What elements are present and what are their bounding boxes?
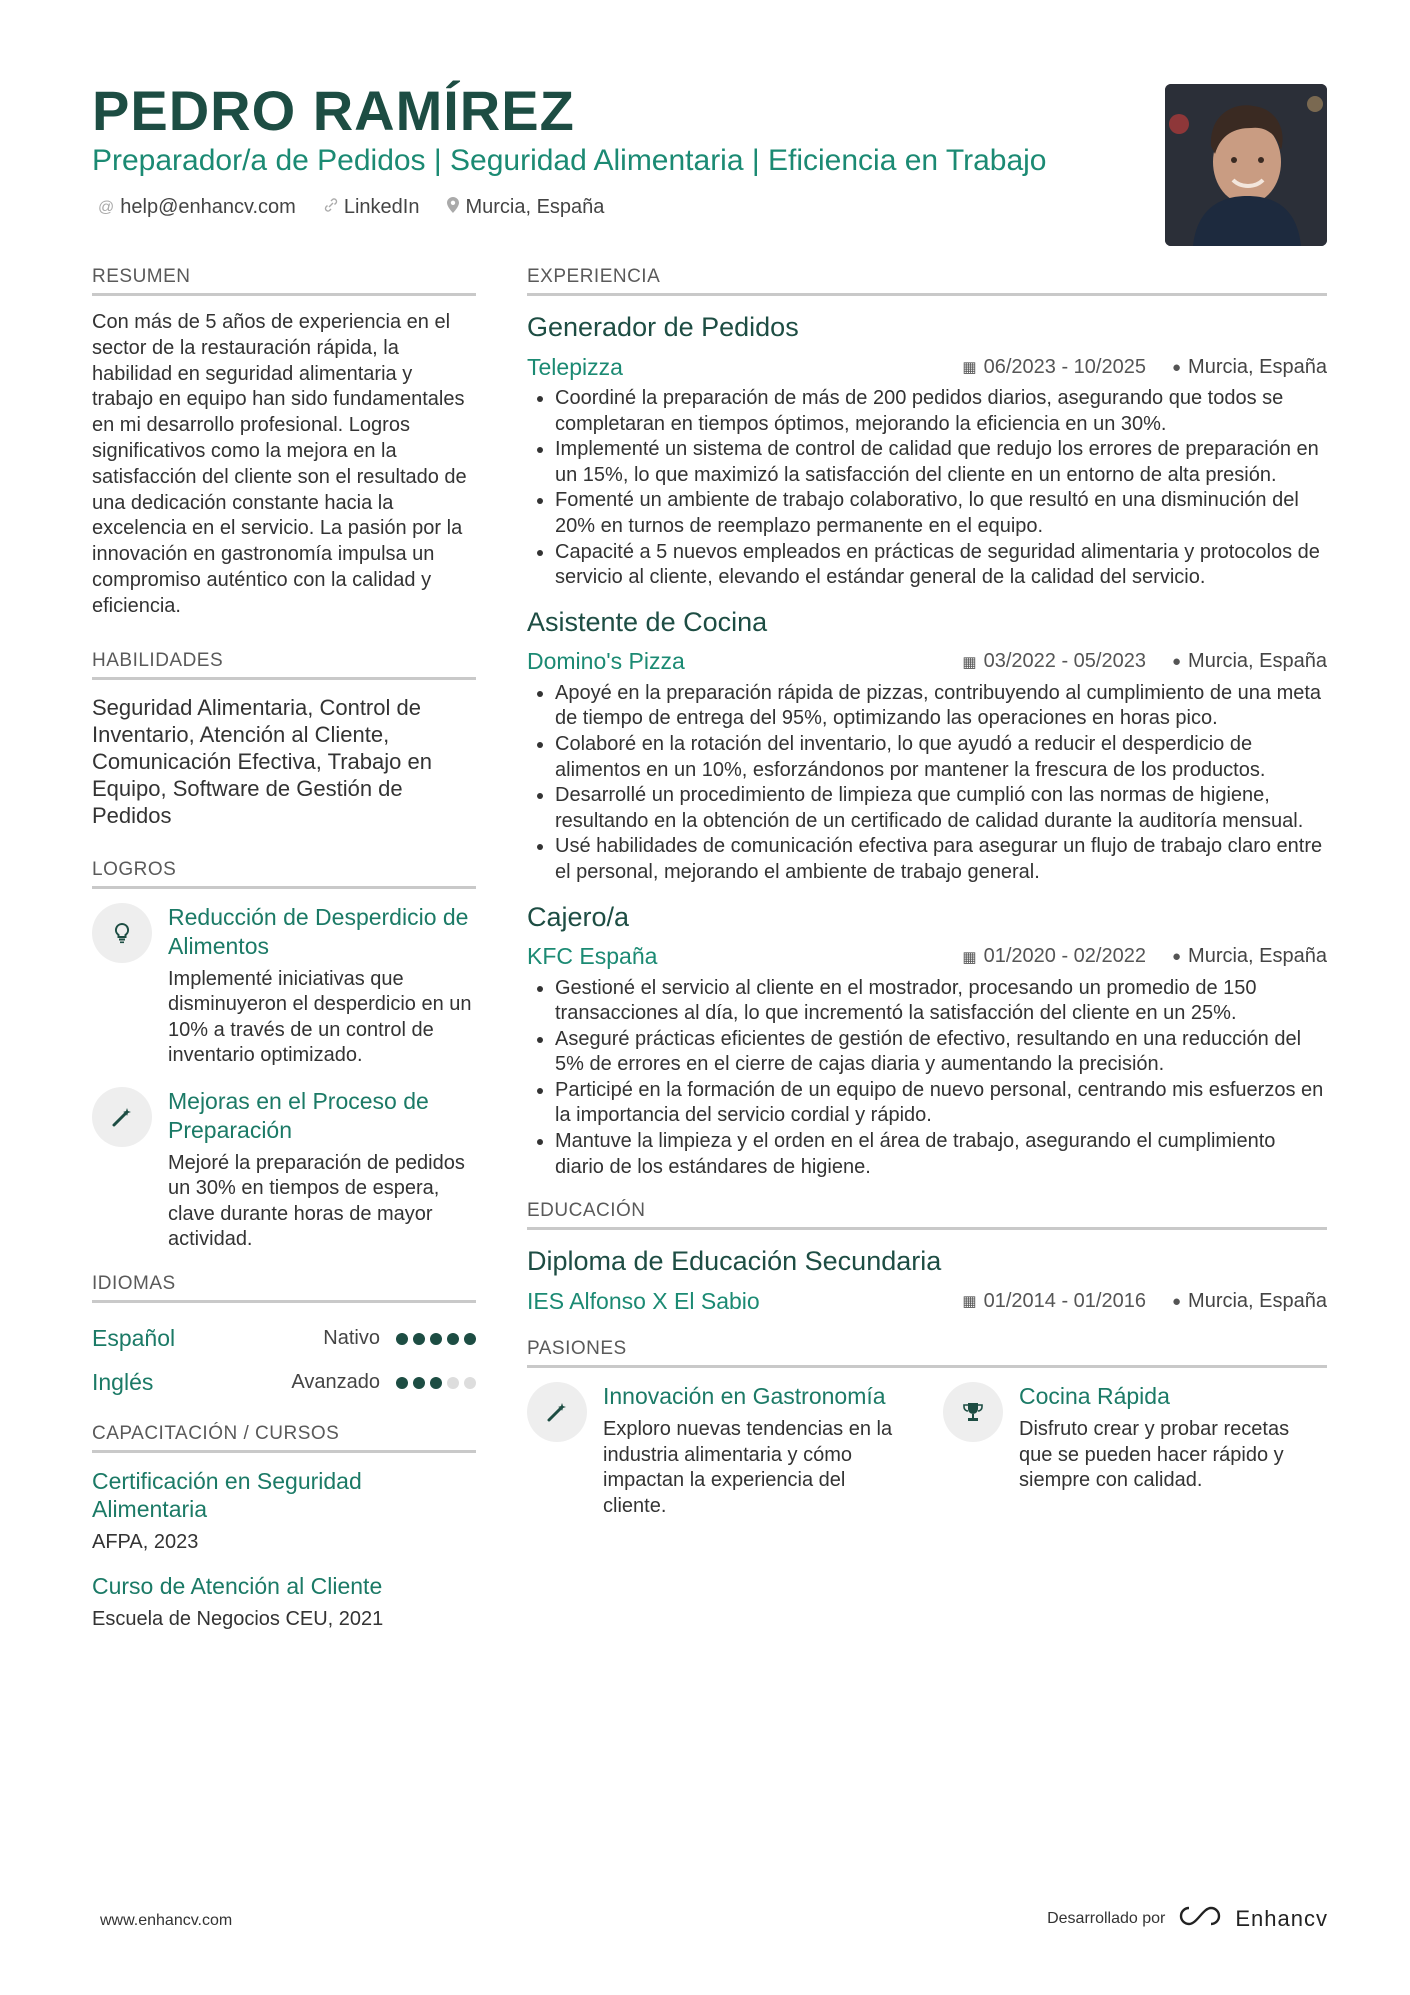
job-dates-text: 03/2022 - 05/2023	[983, 650, 1146, 673]
powered-by-text: Desarrollado por	[1047, 1909, 1166, 1927]
education-dates-text: 01/2014 - 01/2016	[983, 1289, 1146, 1312]
language-level: Nativo	[323, 1327, 380, 1350]
bullet-item: • Desarrollé un procedimiento de limpieza que cumplió con las normas de higiene, resultando en la obtención de un certificado de calidad durante la auditoría mensual.	[555, 783, 1327, 834]
bullet-item: • Aseguré prácticas eficientes de gestión de efectivo, resultando en una reducción del 5% de errores en el cierre de cajas diaria y aumentando la precisión.	[555, 1027, 1327, 1078]
course-title: Curso de Atención al Cliente	[92, 1572, 383, 1599]
bullet-item: • Fomenté un ambiente de trabajo colaborativo, lo que resultó en una disminución del 20% en turnos de reemplazo permanente en el equipo.	[555, 488, 1327, 539]
contact-bar	[98, 196, 604, 219]
email-text: help@enhancv.com	[120, 196, 296, 218]
degree-title: Diploma de Educación Secundaria	[527, 1246, 942, 1277]
bullet-item: • Mantuve la limpieza y el orden en el área de trabajo, asegurando el cumplimiento diario de los estándares de higiene.	[555, 1129, 1327, 1180]
bullet-item: • Colaboré en la rotación del inventario, lo que ayudó a reducir el desperdicio de alimentos en un 10%, esforzándonos por mantener la frescura de los productos.	[555, 732, 1327, 783]
experience-heading: EXPERIENCIA	[527, 266, 1327, 296]
calendar-icon: ▦	[962, 359, 977, 376]
lightbulb-icon	[92, 903, 152, 963]
rating-dot-filled	[396, 1377, 408, 1389]
company-name: Telepizza	[527, 353, 623, 380]
footer-website[interactable]: www.enhancv.com	[100, 1912, 233, 1929]
job-title: Asistente de Cocina	[527, 606, 768, 637]
passion-item	[527, 1382, 907, 1519]
skills-text: Seguridad Alimentaria, Control de Inventario, Atención al Cliente, Comunicación Efectiva, Trabajo en Equipo, Software de Gestión de Pedidos	[92, 694, 432, 828]
achievement-item	[92, 903, 476, 1069]
bullet-item: • Participé en la formación de un equipo de nuevo personal, centrando mis esfuerzos en la importancia del servicio cordial y rápido.	[555, 1078, 1327, 1129]
brand-name: Enhancv	[1235, 1905, 1328, 1931]
achievements-list	[92, 903, 476, 1253]
at-icon: @	[98, 198, 115, 216]
job-location	[1172, 650, 1327, 673]
bullet-item: • Apoyé en la preparación rápida de pizzas, contribuyendo al cumplimiento de una meta de tiempo de entrega del 95%, optimizando las operaciones en horas pico.	[555, 681, 1327, 732]
job-title: Cajero/a	[527, 901, 630, 932]
passion-desc: Exploro nuevas tendencias en la industria alimentaria y cómo impactan la experiencia del cliente.	[603, 1418, 893, 1517]
job-location-text: Murcia, España	[1188, 650, 1327, 673]
location-pin-icon: ●	[1171, 653, 1182, 671]
job-dates	[962, 945, 1146, 968]
bullet-item: • Capacité a 5 nuevos empleados en prácticas de seguridad alimentaria y protocolos de servicio al cliente, elevando el estándar general de la calidad del servicio.	[555, 540, 1327, 591]
job-meta	[527, 352, 1327, 382]
achievements-heading: LOGROS	[92, 859, 476, 889]
job-location	[1172, 945, 1327, 968]
course-title: Certificación en Seguridad Alimentaria	[92, 1467, 362, 1522]
location-text: Murcia, España	[465, 196, 605, 218]
education-location	[1172, 1290, 1327, 1313]
language-item	[92, 1317, 476, 1361]
summary-heading: RESUMEN	[92, 266, 476, 296]
passions-heading: PASIONES	[527, 1338, 1327, 1368]
education-meta	[527, 1286, 1327, 1316]
course-item	[92, 1467, 476, 1554]
job-bullets	[527, 681, 1327, 886]
course-provider: Escuela de Negocios CEU, 2021	[92, 1607, 384, 1630]
summary-text: Con más de 5 años de experiencia en el sector de la restauración rápida, la habilidad en seguridad alimentaria y trabajo en equipo han sido fundamentales en mi desarrollo profesional. Logros significativos como la mejora en la satisfacción del cliente son el resultado de una dedicación constante hacia la excelencia en el servicio. La pasión por la innovación en gastronomía impulsa un compromiso auténtico con la calidad y eficiencia.	[92, 311, 467, 617]
passion-title: Innovación en Gastronomía	[603, 1383, 886, 1410]
rating-dot-filled	[430, 1333, 442, 1345]
email-contact[interactable]	[98, 196, 296, 219]
right-column	[527, 266, 1327, 1519]
passions-list	[527, 1382, 1327, 1519]
skills-heading: HABILIDADES	[92, 650, 476, 680]
bullet-item: • Implementé un sistema de control de calidad que redujo los errores de preparación en un 15%, lo que maximizó la satisfacción del cliente en un entorno de alta presión.	[555, 437, 1327, 488]
trophy-icon	[943, 1382, 1003, 1442]
language-item	[92, 1361, 476, 1405]
education-dates	[962, 1290, 1146, 1313]
rating-dot-filled	[430, 1377, 442, 1389]
bullet-item: • Gestioné el servicio al cliente en el mostrador, procesando un promedio de 150 transacciones al día, lo que incrementó la satisfacción del cliente en un 25%.	[555, 976, 1327, 1027]
job-location	[1172, 356, 1327, 379]
footer-branding	[1047, 1904, 1328, 1933]
passion-desc: Disfruto crear y probar recetas que se pueden hacer rápido y siempre con calidad.	[1019, 1418, 1290, 1492]
calendar-icon: ▦	[962, 653, 977, 671]
job-dates-text: 01/2020 - 02/2022	[983, 945, 1146, 967]
bullet-item: • Coordiné la preparación de más de 200 pedidos diarios, asegurando que todos se completaran en tiempos óptimos, mejorando la eficiencia en un 30%.	[555, 386, 1327, 437]
rating-dot-filled	[413, 1333, 425, 1345]
left-column	[92, 266, 476, 1649]
achievement-desc: Implementé iniciativas que disminuyeron el desperdicio en un 10% a través de un control de inventario optimizado.	[168, 967, 472, 1067]
language-name: Inglés	[92, 1369, 154, 1396]
calendar-icon: ▦	[962, 1293, 977, 1311]
achievement-item	[92, 1087, 476, 1253]
education-heading: EDUCACIÓN	[527, 1200, 1327, 1230]
profile-photo	[1165, 84, 1327, 246]
course-item	[92, 1572, 476, 1631]
rating-dot-filled	[464, 1333, 476, 1345]
linkedin-text: LinkedIn	[343, 196, 420, 218]
language-rating	[396, 1377, 476, 1389]
headline: Preparador/a de Pedidos | Seguridad Alimentaria | Eficiencia en Trabajo	[92, 144, 1047, 177]
achievement-title: Reducción de Desperdicio de Alimentos	[168, 903, 469, 959]
language-level: Avanzado	[291, 1371, 380, 1394]
education-location-text: Murcia, España	[1188, 1289, 1327, 1312]
school-name: IES Alfonso X El Sabio	[527, 1287, 760, 1314]
magic-wand-icon	[92, 1087, 152, 1147]
education-item	[527, 1244, 1327, 1316]
passion-item	[943, 1382, 1323, 1519]
job-bullets	[527, 386, 1327, 591]
achievement-desc: Mejoré la preparación de pedidos un 30% en tiempos de espera, clave durante horas de mayor actividad.	[168, 1151, 465, 1251]
experience-item	[527, 900, 1327, 1181]
job-dates-text: 06/2023 - 10/2025	[983, 355, 1146, 378]
courses-heading: CAPACITACIÓN / CURSOS	[92, 1423, 476, 1453]
experience-item	[527, 605, 1327, 886]
language-rating	[396, 1333, 476, 1345]
job-location-text: Murcia, España	[1188, 945, 1327, 967]
achievement-title: Mejoras en el Proceso de Preparación	[168, 1087, 429, 1143]
link-icon	[324, 198, 338, 217]
location-pin-icon	[447, 197, 459, 218]
language-name: Español	[92, 1325, 176, 1352]
location-pin-icon: ●	[1171, 1292, 1182, 1310]
rating-dot-empty	[447, 1377, 459, 1389]
company-name: KFC España	[527, 943, 658, 969]
rating-dot-empty	[464, 1377, 476, 1389]
job-meta	[527, 942, 1327, 972]
languages-heading: IDIOMAS	[92, 1273, 476, 1303]
job-dates	[962, 356, 1146, 379]
rating-dot-filled	[447, 1333, 459, 1345]
location-contact	[447, 196, 604, 219]
calendar-icon: ▦	[962, 948, 977, 966]
passion-title: Cocina Rápida	[1019, 1383, 1170, 1410]
job-title: Generador de Pedidos	[527, 312, 799, 342]
candidate-name: PEDRO RAMÍREZ	[92, 79, 575, 142]
company-name: Domino's Pizza	[527, 648, 685, 675]
magic-wand-icon	[527, 1382, 587, 1442]
job-location-text: Murcia, España	[1188, 355, 1327, 378]
bullet-item: • Usé habilidades de comunicación efectiva para asegurar un flujo de trabajo claro entre el personal, mejorando el ambiente de trabajo general.	[555, 834, 1327, 885]
rating-dot-filled	[413, 1377, 425, 1389]
location-pin-icon: ●	[1171, 358, 1182, 376]
job-bullets	[527, 976, 1327, 1181]
rating-dot-filled	[396, 1333, 408, 1345]
location-pin-icon: ●	[1171, 948, 1182, 965]
experience-item	[527, 310, 1327, 591]
linkedin-contact[interactable]	[324, 196, 420, 219]
job-meta	[527, 647, 1327, 677]
course-provider: AFPA, 2023	[92, 1530, 199, 1553]
job-dates	[962, 650, 1146, 673]
enhancv-logo-icon	[1177, 1904, 1223, 1933]
